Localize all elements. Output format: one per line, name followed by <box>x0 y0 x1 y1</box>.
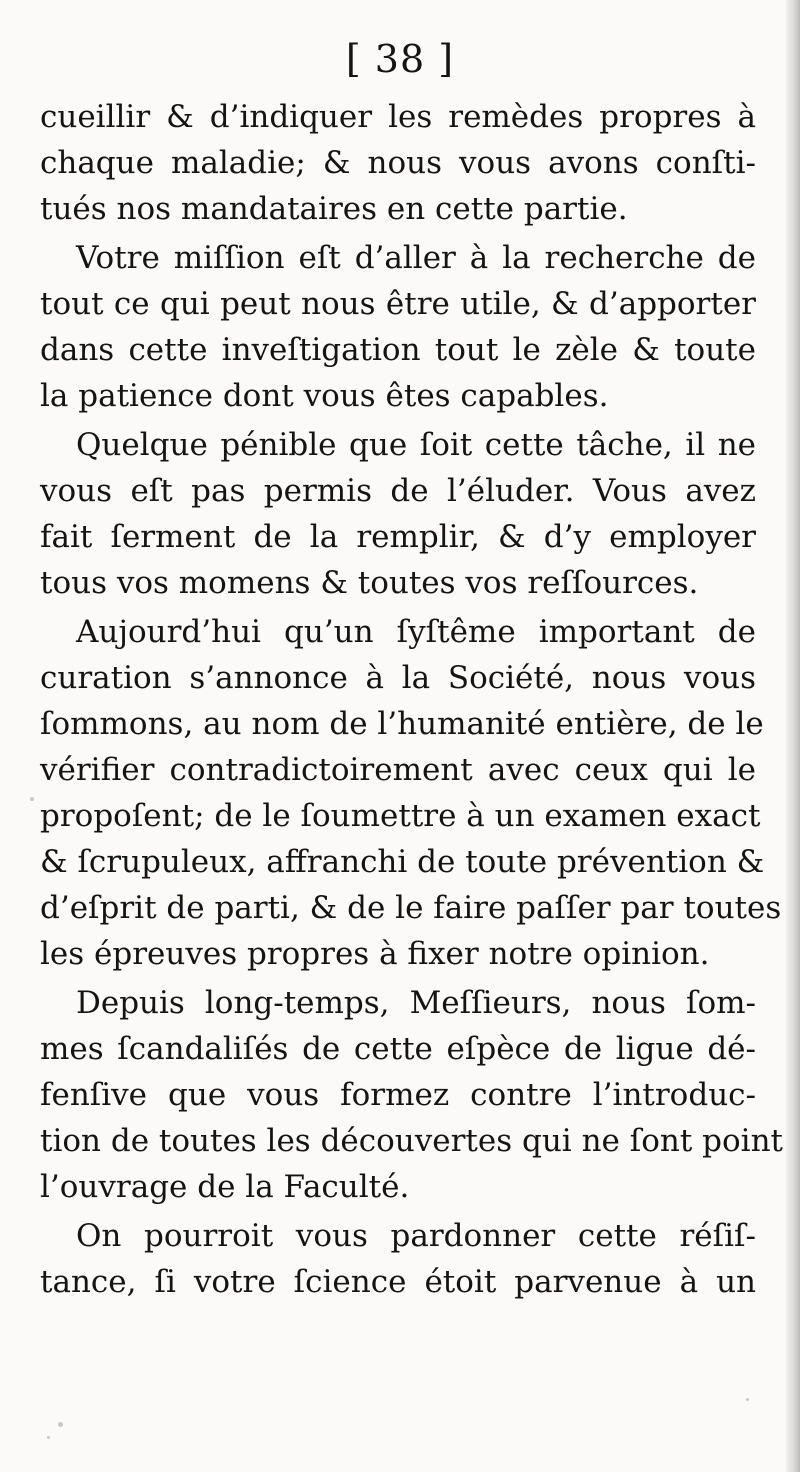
text-line: la patience dont vous êtes capables. <box>40 378 609 414</box>
text-line: tous vos momens & toutes vos reſſources. <box>40 565 699 601</box>
text-line: tout ce qui peut nous être utile, & d’apporter <box>40 286 756 322</box>
paper-speck <box>58 1422 63 1427</box>
text-line: fait ſerment de la remplir, & d’y employer <box>40 519 756 555</box>
text-line: tance, ſi votre ſcience étoit parvenue à un <box>40 1264 756 1300</box>
text-line: vous eſt pas permis de l’éluder. Vous avez <box>40 473 756 509</box>
text-line: vérifier contradictoirement avec ceux qui le <box>40 752 756 788</box>
paper-speck <box>746 1398 749 1401</box>
text-line: Votre miſſion eſt d’aller à la recherche de <box>76 240 756 276</box>
text-line: & ſcrupuleux, affranchi de toute prévention & <box>40 844 765 880</box>
paper-speck <box>47 1436 50 1439</box>
text-line: Depuis long-temps, Meſſieurs, nous ſom- <box>76 985 756 1021</box>
text-line: ſommons, au nom de l’humanité entière, de le <box>40 706 764 742</box>
page-number-header: [ 38 ] <box>345 37 455 81</box>
text-line: tués nos mandataires en cette partie. <box>40 191 628 227</box>
text-line: fenſive que vous formez contre l’introduc- <box>40 1077 756 1113</box>
scan-edge-shadow <box>786 0 800 1472</box>
paper-speck <box>30 797 34 801</box>
text-line: On pourroit vous pardonner cette réſiſ- <box>76 1218 756 1254</box>
text-line: Aujourd’hui qu’un ſyſtême important de <box>76 614 756 650</box>
text-line: les épreuves propres à fixer notre opinion. <box>40 936 710 972</box>
text-line: Quelque pénible que ſoit cette tâche, il ne <box>76 427 756 463</box>
text-line: cueillir & d’indiquer les remèdes propres à <box>40 99 756 135</box>
text-line: l’ouvrage de la Faculté. <box>40 1169 410 1205</box>
text-line: tion de toutes les découvertes qui ne ſont point <box>40 1123 784 1159</box>
blank-lower-margin <box>0 1312 800 1472</box>
body-text <box>40 94 784 1305</box>
text-line: chaque maladie; & nous vous avons conſti- <box>40 145 756 181</box>
text-line: propoſent; de le ſoumettre à un examen exact <box>40 798 761 834</box>
text-line: mes ſcandaliſés de cette eſpèce de ligue dé- <box>40 1031 756 1067</box>
text-line: curation s’annonce à la Société, nous vous <box>40 660 756 696</box>
text-line: dans cette inveſtigation tout le zèle & toute <box>40 332 756 368</box>
text-line: d’eſprit de parti, & de le faire paſſer par toutes <box>40 890 782 926</box>
